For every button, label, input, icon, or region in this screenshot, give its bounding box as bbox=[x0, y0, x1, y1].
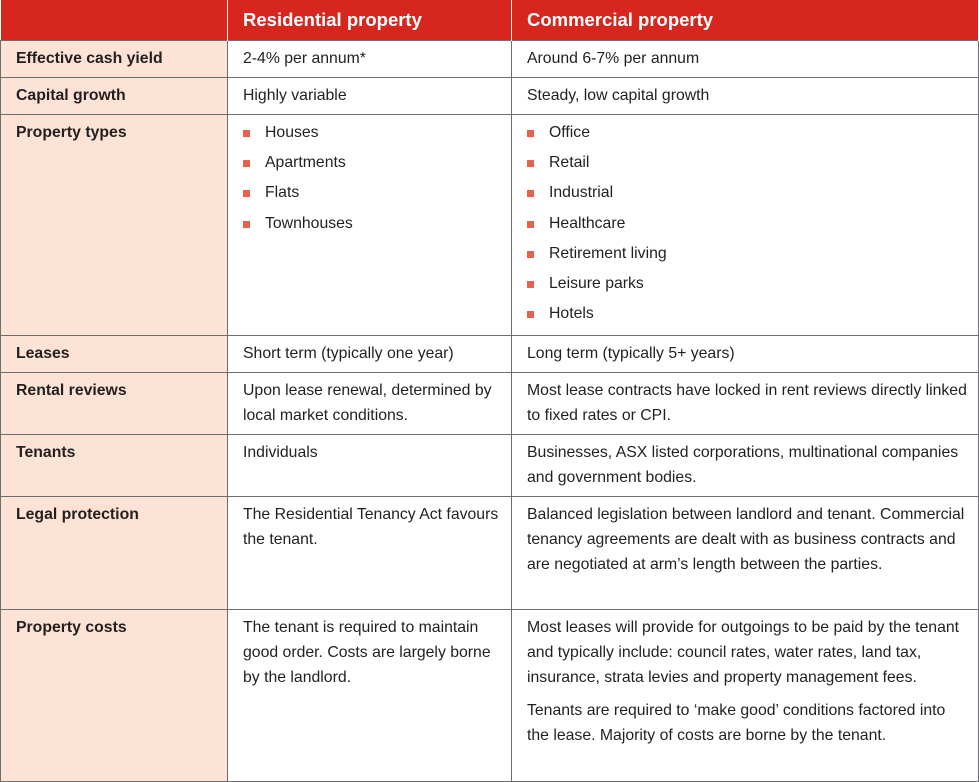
header-commercial: Commercial property bbox=[512, 0, 979, 41]
bullet-square-icon bbox=[527, 221, 534, 228]
list-item-text: Retail bbox=[549, 154, 590, 172]
bullet-square-icon bbox=[527, 160, 534, 167]
bullet-square-icon bbox=[243, 190, 250, 197]
table-row bbox=[1, 435, 979, 497]
header-blank-cell bbox=[1, 0, 228, 41]
commercial-costs-paragraph: Tenants are required to ‘make good’ conditions factored into the lease. Majority of costs are borne by the tenant. bbox=[527, 702, 946, 745]
commercial-cell: Most lease contracts have locked in rent reviews directly linked to fixed rates or CPI. bbox=[512, 373, 979, 435]
commercial-cell: Long term (typically 5+ years) bbox=[512, 336, 979, 373]
bullet-square-icon bbox=[527, 281, 534, 288]
list-item-text: Apartments bbox=[265, 154, 346, 172]
row-label: Property types bbox=[1, 115, 228, 336]
table-row bbox=[1, 373, 979, 435]
row-label: Effective cash yield bbox=[1, 41, 228, 78]
table-row bbox=[1, 336, 979, 373]
residential-cell: The Residential Tenancy Act favours the tenant. bbox=[228, 497, 512, 610]
bullet-square-icon bbox=[527, 311, 534, 318]
commercial-cell bbox=[512, 115, 979, 336]
residential-property-types-list bbox=[243, 118, 503, 239]
row-label: Leases bbox=[1, 336, 228, 373]
row-label: Tenants bbox=[1, 435, 228, 497]
list-item bbox=[527, 269, 970, 299]
residential-cell bbox=[228, 115, 512, 336]
commercial-cell: Steady, low capital growth bbox=[512, 78, 979, 115]
header-residential: Residential property bbox=[228, 0, 512, 41]
list-item bbox=[243, 148, 503, 178]
header-row bbox=[1, 0, 979, 41]
commercial-cell bbox=[512, 610, 979, 782]
table-row bbox=[1, 610, 979, 782]
commercial-property-types-list bbox=[527, 118, 970, 329]
bullet-square-icon bbox=[243, 160, 250, 167]
table-row bbox=[1, 115, 979, 336]
list-item-text: Retirement living bbox=[549, 244, 667, 262]
residential-cell: Upon lease renewal, determined by local market conditions. bbox=[228, 373, 512, 435]
list-item bbox=[527, 209, 970, 239]
list-item bbox=[243, 118, 503, 148]
list-item-text: Hotels bbox=[549, 305, 594, 323]
row-label: Property costs bbox=[1, 610, 228, 782]
list-item bbox=[527, 299, 970, 329]
bullet-square-icon bbox=[527, 251, 534, 258]
list-item-text: Houses bbox=[265, 124, 319, 141]
table-row bbox=[1, 497, 979, 610]
bullet-square-icon bbox=[243, 130, 250, 137]
residential-cell: Individuals bbox=[228, 435, 512, 497]
commercial-cell: Balanced legislation between landlord and tenant. Commercial tenancy agreements are dealt with as business contracts and are negotiated at arm’s length between the parties. bbox=[512, 497, 979, 610]
list-item-text: Industrial bbox=[549, 184, 614, 202]
residential-cell: The tenant is required to maintain good order. Costs are largely borne by the landlord. bbox=[228, 610, 512, 782]
table-row bbox=[1, 78, 979, 115]
list-item-text: Townhouses bbox=[265, 214, 353, 232]
residential-cell: Highly variable bbox=[228, 78, 512, 115]
commercial-cell: Around 6-7% per annum bbox=[512, 41, 979, 78]
bullet-square-icon bbox=[527, 190, 534, 197]
row-label: Rental reviews bbox=[1, 373, 228, 435]
row-label: Capital growth bbox=[1, 78, 228, 115]
commercial-cell: Businesses, ASX listed corporations, multinational companies and government bodies. bbox=[512, 435, 979, 497]
list-item-text: Healthcare bbox=[549, 214, 626, 232]
list-item-text: Leisure parks bbox=[549, 275, 644, 293]
row-label: Legal protection bbox=[1, 497, 228, 610]
list-item bbox=[527, 239, 970, 269]
bullet-square-icon bbox=[243, 221, 250, 228]
list-item bbox=[527, 148, 970, 178]
bullet-square-icon bbox=[527, 130, 534, 137]
residential-cell: Short term (typically one year) bbox=[228, 336, 512, 373]
commercial-costs-paragraph: Most leases will provide for outgoings to be paid by the tenant and typically include: council rates, water rates, land tax, insurance, strata levies and property management fees. bbox=[527, 619, 960, 687]
list-item bbox=[243, 178, 503, 208]
list-item bbox=[527, 118, 970, 148]
residential-cell: 2-4% per annum* bbox=[228, 41, 512, 78]
list-item-text: Flats bbox=[265, 184, 300, 202]
list-item bbox=[243, 209, 503, 239]
table-row bbox=[1, 41, 979, 78]
list-item-text: Office bbox=[549, 124, 590, 141]
list-item bbox=[527, 178, 970, 208]
